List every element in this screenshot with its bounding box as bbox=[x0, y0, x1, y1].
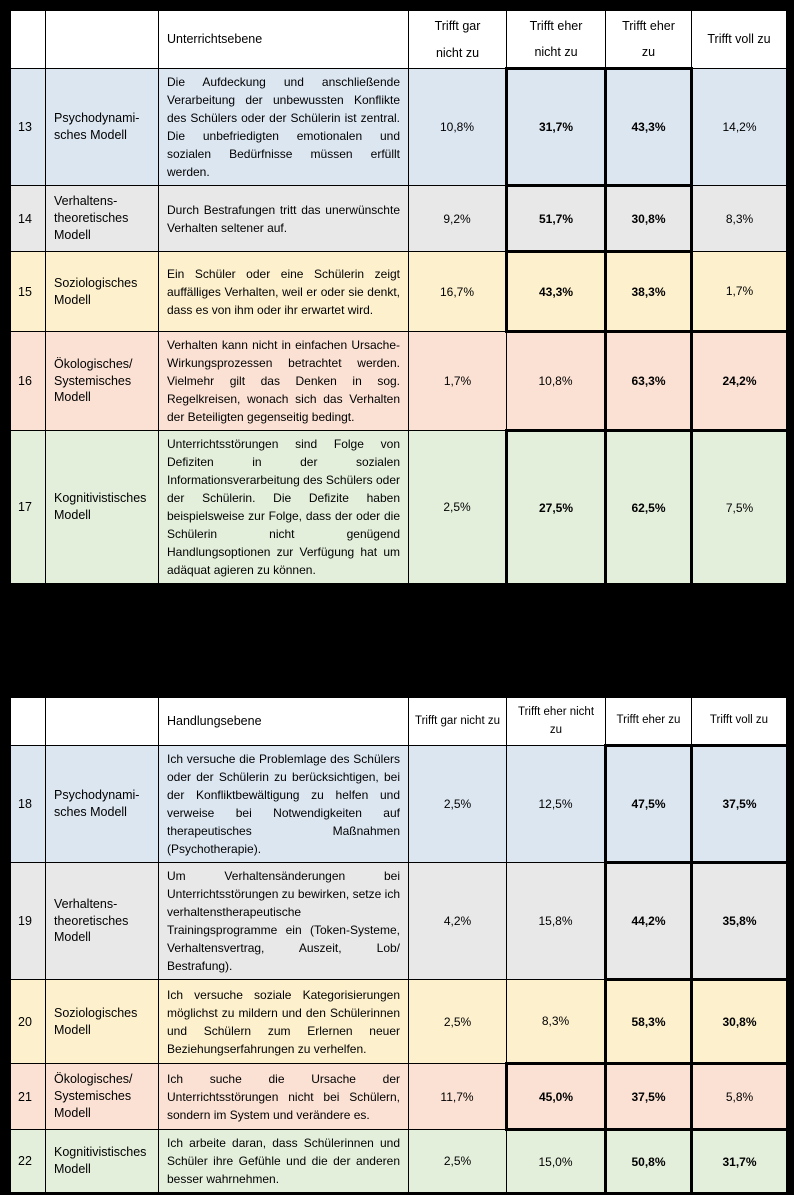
row-number: 15 bbox=[10, 252, 46, 332]
table-row-17 bbox=[10, 431, 788, 585]
model-description: Durch Bestrafungen tritt das unerwünschte Verhalten seltener auf. bbox=[159, 186, 409, 252]
table-row-15 bbox=[10, 252, 788, 332]
value-cell: 5,8% bbox=[692, 1064, 788, 1130]
model-name: Psychodynami-sches Modell bbox=[46, 746, 159, 863]
table-unterrichtsebene bbox=[8, 8, 789, 586]
row-number: 13 bbox=[10, 69, 46, 186]
value-cell: 12,5% bbox=[507, 746, 606, 863]
model-name: Psychodynami-sches Modell bbox=[46, 69, 159, 186]
value-cell: 63,3% bbox=[606, 332, 692, 431]
value-cell: 58,3% bbox=[606, 980, 692, 1064]
value-cell: 62,5% bbox=[606, 431, 692, 585]
value-cell: 8,3% bbox=[507, 980, 606, 1064]
header-empty-num bbox=[10, 697, 46, 746]
value-cell: 51,7% bbox=[507, 186, 606, 252]
value-cell: 30,8% bbox=[692, 980, 788, 1064]
value-cell: 10,8% bbox=[409, 69, 507, 186]
value-cell: 15,8% bbox=[507, 863, 606, 980]
model-description: Ich arbeite daran, dass Schülerinnen und Schüler ihre Gefühle und die der anderen besser wahrnehmen. bbox=[159, 1130, 409, 1194]
value-cell: 9,2% bbox=[409, 186, 507, 252]
value-cell: 2,5% bbox=[409, 431, 507, 585]
table-row-18 bbox=[10, 746, 788, 863]
table-handlungsebene bbox=[8, 695, 789, 1195]
model-name: Verhaltens-theoretisches Modell bbox=[46, 186, 159, 252]
header-scale-2: Trifft eher nicht zu bbox=[507, 10, 606, 69]
header-empty-num bbox=[10, 10, 46, 69]
table-row-20 bbox=[10, 980, 788, 1064]
header-row bbox=[10, 697, 788, 746]
model-description: Ich suche die Ursache der Unterrichtsstörungen nicht bei Schülern, sondern im System und verändere es. bbox=[159, 1064, 409, 1130]
header-level-title: Handlungsebene bbox=[159, 697, 409, 746]
value-cell: 31,7% bbox=[507, 69, 606, 186]
model-name: Soziologisches Modell bbox=[46, 252, 159, 332]
value-cell: 1,7% bbox=[692, 252, 788, 332]
model-description: Ein Schüler oder eine Schülerin zeigt auffälliges Verhalten, weil er oder sie denkt, dass es von ihm oder ihr erwartet wird. bbox=[159, 252, 409, 332]
model-description: Ich versuche die Problemlage des Schülers oder der Schülerin zu berücksichtigen, bei der Konfliktbewältigung zu helfen und verweise bei Notwendigkeiten auf therapeutisches Maßnahmen (Psychotherapie). bbox=[159, 746, 409, 863]
table-row-14 bbox=[10, 186, 788, 252]
model-description: Verhalten kann nicht in einfachen Ursache-Wirkungsprozessen betrachtet werden. Vielmehr gilt das Denken in sog. Regelkreisen, wonach sich das Verhalten der Beteiligten gegenseitig bedingt. bbox=[159, 332, 409, 431]
value-cell: 14,2% bbox=[692, 69, 788, 186]
model-name: Verhaltens-theoretisches Modell bbox=[46, 863, 159, 980]
value-cell: 8,3% bbox=[692, 186, 788, 252]
table-row-22 bbox=[10, 1130, 788, 1194]
value-cell: 31,7% bbox=[692, 1130, 788, 1194]
header-scale-4: Trifft voll zu bbox=[692, 697, 788, 746]
value-cell: 43,3% bbox=[507, 252, 606, 332]
header-scale-1: Trifft gar nicht zu bbox=[409, 10, 507, 69]
header-scale-2: Trifft eher nicht zu bbox=[507, 697, 606, 746]
value-cell: 38,3% bbox=[606, 252, 692, 332]
value-cell: 2,5% bbox=[409, 1130, 507, 1194]
row-number: 17 bbox=[10, 431, 46, 585]
model-name: Ökologisches/ Systemisches Modell bbox=[46, 1064, 159, 1130]
model-description: Um Verhaltensänderungen bei Unterrichtsstörungen zu bewirken, setze ich verhaltenstherapeutische Trainingsprogramme ein (Token-Systeme, Verhaltensvertrag, Auszeit, Lob/ Bestrafung). bbox=[159, 863, 409, 980]
row-number: 14 bbox=[10, 186, 46, 252]
value-cell: 16,7% bbox=[409, 252, 507, 332]
row-number: 19 bbox=[10, 863, 46, 980]
value-cell: 47,5% bbox=[606, 746, 692, 863]
row-number: 20 bbox=[10, 980, 46, 1064]
table-row-16 bbox=[10, 332, 788, 431]
value-cell: 2,5% bbox=[409, 980, 507, 1064]
value-cell: 2,5% bbox=[409, 746, 507, 863]
value-cell: 4,2% bbox=[409, 863, 507, 980]
header-empty-model bbox=[46, 697, 159, 746]
model-description: Unterrichtsstörungen sind Folge von Defiziten in der sozialen Informationsverarbeitung des Schülers oder der Schülerin. Die Defizite haben beispielsweise zur Folge, dass der oder die Schülerin nicht genügend Handlungsoptionen zur Verfügung hat um adäquat agieren zu können. bbox=[159, 431, 409, 585]
model-description: Die Aufdeckung und anschließende Verarbeitung der unbewussten Konflikte des Schülers oder der Schülerin ist zentral. Die unbefriedigten emotionalen und sozialen Bedürfnisse müssen erfüllt werden. bbox=[159, 69, 409, 186]
value-cell: 35,8% bbox=[692, 863, 788, 980]
value-cell: 50,8% bbox=[606, 1130, 692, 1194]
header-level-title: Unterrichtsebene bbox=[159, 10, 409, 69]
value-cell: 11,7% bbox=[409, 1064, 507, 1130]
header-row bbox=[10, 10, 788, 69]
model-name: Ökologisches/ Systemisches Modell bbox=[46, 332, 159, 431]
value-cell: 43,3% bbox=[606, 69, 692, 186]
header-scale-3: Trifft eher zu bbox=[606, 697, 692, 746]
header-empty-model bbox=[46, 10, 159, 69]
value-cell: 27,5% bbox=[507, 431, 606, 585]
value-cell: 1,7% bbox=[409, 332, 507, 431]
row-number: 16 bbox=[10, 332, 46, 431]
value-cell: 7,5% bbox=[692, 431, 788, 585]
header-scale-3: Trifft eher zu bbox=[606, 10, 692, 69]
value-cell: 37,5% bbox=[692, 746, 788, 863]
value-cell: 10,8% bbox=[507, 332, 606, 431]
table-row-21 bbox=[10, 1064, 788, 1130]
row-number: 18 bbox=[10, 746, 46, 863]
value-cell: 15,0% bbox=[507, 1130, 606, 1194]
value-cell: 45,0% bbox=[507, 1064, 606, 1130]
model-name: Kognitivistisches Modell bbox=[46, 431, 159, 585]
value-cell: 37,5% bbox=[606, 1064, 692, 1130]
header-scale-1: Trifft gar nicht zu bbox=[409, 697, 507, 746]
model-name: Kognitivistisches Modell bbox=[46, 1130, 159, 1194]
table-row-13 bbox=[10, 69, 788, 186]
row-number: 21 bbox=[10, 1064, 46, 1130]
value-cell: 44,2% bbox=[606, 863, 692, 980]
row-number: 22 bbox=[10, 1130, 46, 1194]
value-cell: 24,2% bbox=[692, 332, 788, 431]
model-name: Soziologisches Modell bbox=[46, 980, 159, 1064]
header-scale-4: Trifft voll zu bbox=[692, 10, 788, 69]
value-cell: 30,8% bbox=[606, 186, 692, 252]
model-description: Ich versuche soziale Kategorisierungen möglichst zu mildern und den Schülerinnen und Schülern zum Erlernen neuer Beziehungserfahrungen zu verhelfen. bbox=[159, 980, 409, 1064]
table-row-19 bbox=[10, 863, 788, 980]
